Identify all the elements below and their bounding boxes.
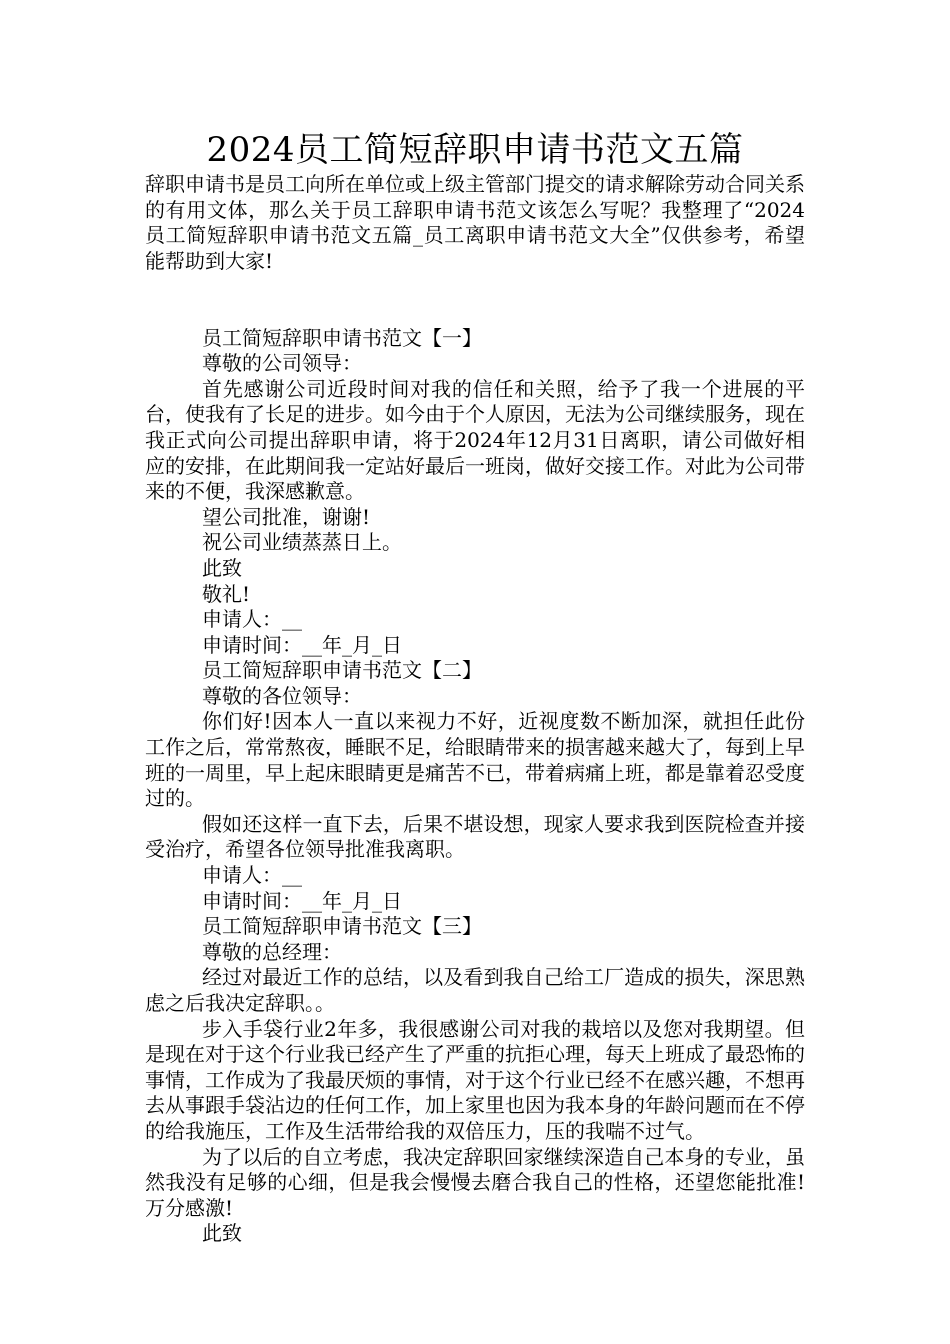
letter3-body2: 步入手袋行业2年多，我很感谢公司对我的栽培以及您对我期望。但是现在对于这个行业我已经产生了严重的抗拒心理，每天上班成了最恐怖的事情，工作成为了我最厌烦的事情，对于这个行业已经不在感兴趣，不想再去从事跟手袋沾边的任何工作，加上家里也因为我本身的年龄问题而在不停的给我施压，工作及生活带给我的双倍压力，压的我喘不过气。 <box>145 1016 805 1143</box>
letter2-body1: 你们好!因本人一直以来视力不好，近视度数不断加深，就担任此份工作之后，常常熬夜，睡眠不足，给眼睛带来的损害越来越大了，每到上早班的一周里，早上起床眼睛更是痛苦不已，带着病痛上班，都是靠着忍受度过的。 <box>145 709 805 811</box>
letter2-applicant: 申请人：__ <box>202 863 302 888</box>
letter1-body: 首先感谢公司近段时间对我的信任和关照，给予了我一个进展的平台，使我有了长足的进步。如今由于个人原因，无法为公司继续服务，现在我正式向公司提出辞职申请，将于2024年12月31日离职，请公司做好相应的安排，在此期间我一定站好最后一班岗，做好交接工作。对此为公司带来的不便，我深感歉意。 <box>145 376 805 504</box>
document-title: 2024员工简短辞职申请书范文五篇 <box>206 130 744 170</box>
letter1-line2: 祝公司业绩蒸蒸日上。 <box>202 530 402 555</box>
letter3-heading: 员工简短辞职申请书范文【三】 <box>202 914 482 939</box>
letter3-body3: 为了以后的自立考虑，我决定辞职回家继续深造自己本身的专业，虽然我没有足够的心细，但是我会慢慢去磨合我自己的性格，还望您能批准!万分感激! <box>145 1144 805 1220</box>
letter1-date: 申请时间：__年_月_日 <box>202 632 402 657</box>
letter1-closing1: 此致 <box>202 555 242 580</box>
letter1-closing2: 敬礼! <box>202 581 251 606</box>
letter2-body2: 假如还这样一直下去，后果不堪设想，现家人要求我到医院检查并接受治疗，希望各位领导批准我离职。 <box>145 811 805 862</box>
document-body <box>145 172 805 1247</box>
letter3-closing1: 此致 <box>202 1221 242 1246</box>
letter3-salutation: 尊敬的总经理： <box>202 939 342 964</box>
letter2-date: 申请时间：__年_月_日 <box>202 888 402 913</box>
letter1-applicant: 申请人：__ <box>202 607 302 632</box>
letter2-heading: 员工简短辞职申请书范文【二】 <box>202 658 482 683</box>
letter2-salutation: 尊敬的各位领导： <box>202 683 362 708</box>
letter1-heading: 员工简短辞职申请书范文【一】 <box>202 325 482 350</box>
letter1-line1: 望公司批准，谢谢! <box>202 504 371 529</box>
paragraph-gap <box>145 274 805 300</box>
letter3-body1: 经过对最近工作的总结，以及看到我自己给工厂造成的损失，深思熟虑之后我决定辞职。。 <box>145 965 805 1015</box>
paragraph-gap <box>145 300 805 326</box>
intro-paragraph: 辞职申请书是员工向所在单位或上级主管部门提交的请求解除劳动合同关系的有用文体，那么关于员工辞职申请书范文该怎么写呢？我整理了“2024员工简短辞职申请书范文五篇_员工离职申请书范文大全”仅供参考，希望能帮助到大家! <box>145 172 805 273</box>
letter1-salutation: 尊敬的公司领导： <box>202 351 362 376</box>
